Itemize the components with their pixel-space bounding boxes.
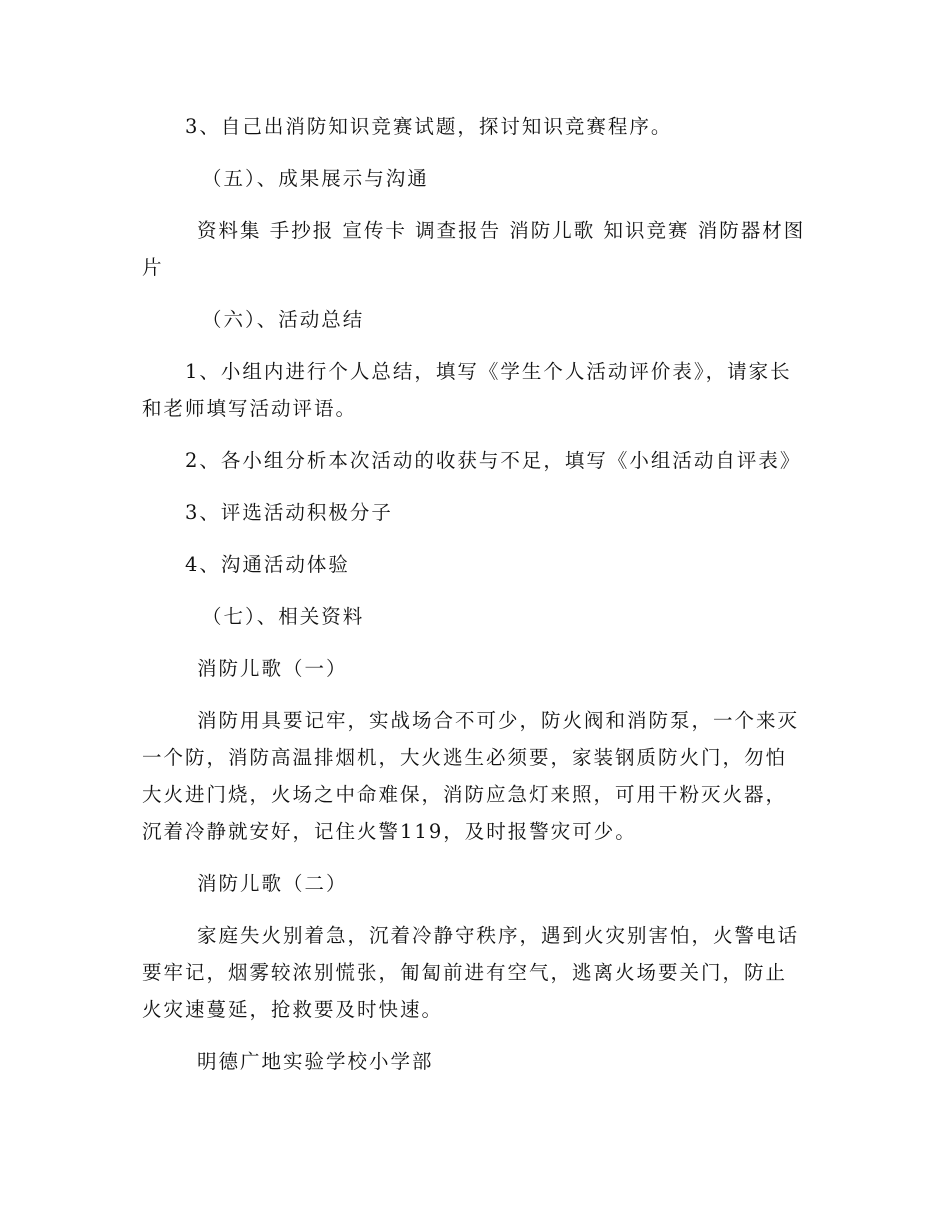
song-lyrics-1: 消防用具要记牢，实战场合不可少，防火阀和消防泵，一个来灭一个防，消防高温排烟机，大火逃生必须要，家装钢质防火门，勿怕大火进门烧，火场之中命难保，消防应急灯来照，可用干粉灭火器，沉着冷静就安好，记住火警119，及时报警灾可少。 [142, 709, 800, 843]
section-heading-7: （七）、相关资料 [202, 605, 365, 628]
document-body [142, 108, 806, 1080]
paragraph-summary-4: 4、沟通活动体验 [185, 553, 350, 576]
section-heading-6: （六）、活动总结 [202, 308, 365, 331]
song-title-2: 消防儿歌（二） [197, 872, 348, 895]
school-name: 明德广地实验学校小学部 [197, 1050, 434, 1073]
song-title-1: 消防儿歌（一） [197, 657, 348, 680]
paragraph-summary-3: 3、评选活动积极分子 [185, 501, 393, 524]
paragraph-summary-1: 1、小组内进行个人总结，填写《学生个人活动评价表》，请家长和老师填写活动评语。 [142, 360, 792, 420]
paragraph-summary-2: 2、各小组分析本次活动的收获与不足，填写《小组活动自评表》 [185, 449, 802, 472]
section-heading-5: （五）、成果展示与沟通 [202, 167, 429, 190]
paragraph-quiz-item: 3、自己出消防知识竞赛试题，探讨知识竞赛程序。 [185, 115, 673, 138]
paragraph-outputs: 资料集 手抄报 宣传卡 调查报告 消防儿歌 知识竞赛 消防器材图片 [142, 219, 806, 279]
song-lyrics-2: 家庭失火别着急，沉着冷静守秩序，遇到火灾别害怕，火警电话要牢记，烟雾较浓别慌张，匍匐前进有空气，逃离火场要关门，防止火灾速蔓延，抢救要及时快速。 [142, 924, 800, 1021]
